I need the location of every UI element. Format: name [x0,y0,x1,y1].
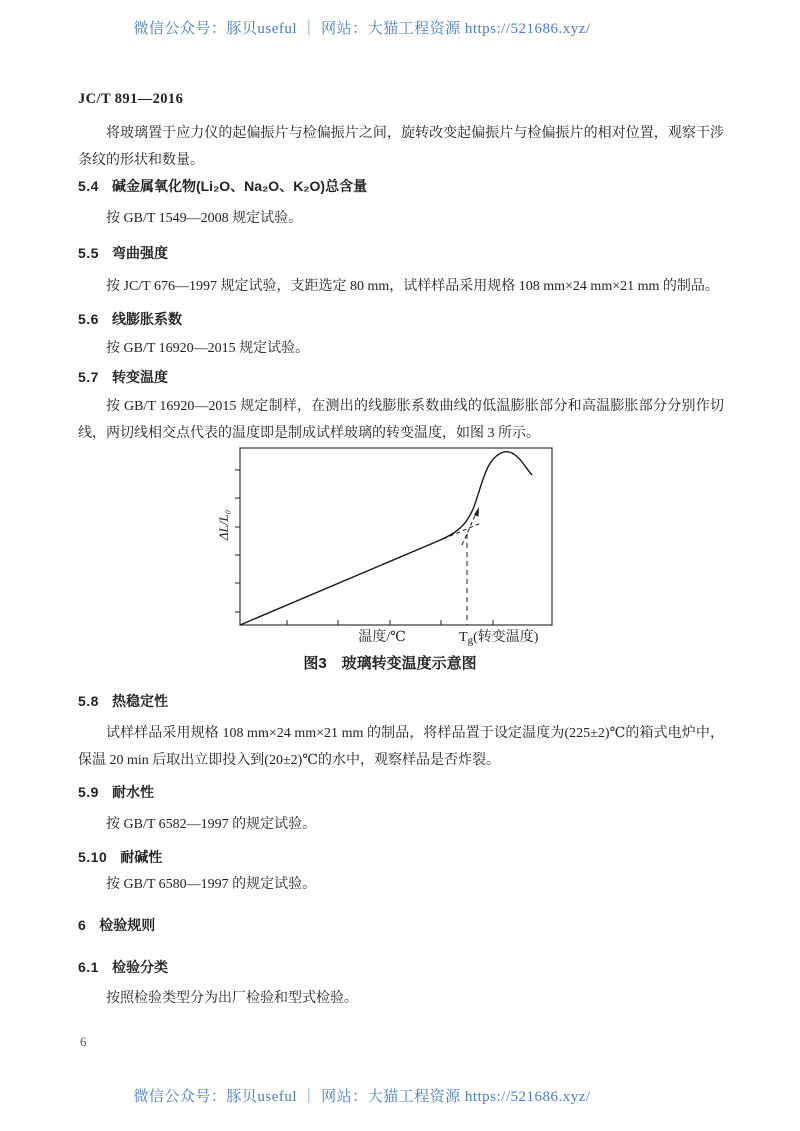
section-heading-5.9 [78,783,724,801]
figure-3-chart [212,443,557,648]
y-axis-ticks [235,470,240,612]
tangent-low-temp [424,523,481,547]
section-title: 弯曲强度 [111,245,168,261]
tg-annotation: Tg(转变温度) [459,630,539,647]
expansion-curve [240,452,532,625]
section-number: 5.8 [78,693,99,709]
section-title: 碱金属氧化物(Li₂O、Na₂O、K₂O)总含量 [111,178,368,194]
x-axis-ticks [287,620,493,625]
section-title: 线膨胀系数 [111,311,182,327]
section-title: 耐碱性 [120,849,163,865]
y-axis-label: ΔL/L₀ [216,509,231,541]
section-heading-5.6 [78,310,724,328]
section-heading-5.5 [78,244,724,262]
paragraph: 将玻璃置于应力仪的起偏振片与检偏振片之间，旋转改变起偏振片与检偏振片的相对位置，观察干涉条纹的形状和数量。 [78,126,724,168]
section-number: 5.7 [78,369,99,385]
paragraph: 按 GB/T 16920—2015 规定试验。 [106,341,310,356]
section-title: 检验分类 [111,959,168,975]
section-number: 6 [78,917,87,933]
paragraph: 按 JC/T 676—1997 规定试验，支距选定 80 mm，试样样品采用规格 108 mm×24 mm×21 mm 的制品。 [106,279,719,294]
section-heading-6.1 [78,958,724,976]
section-number: 5.9 [78,784,99,800]
figure-3-caption: 图3 玻璃转变温度示意图 [303,655,477,672]
page-number: 6 [80,1034,87,1049]
x-axis-label: 温度/℃ [358,630,406,645]
watermark-footer: 微信公众号：豚贝useful ｜ 网站：大猫工程资源 https://521686.xyz/ [133,1089,591,1105]
standard-code: JC/T 891—2016 [78,91,184,107]
watermark-header: 微信公众号：豚贝useful ｜ 网站：大猫工程资源 https://521686.xyz/ [133,21,591,37]
section-number: 5.5 [78,245,99,261]
paragraph: 试样样品采用规格 108 mm×24 mm×21 mm 的制品，将样品置于设定温度为(225±2)℃的箱式电炉中，保温 20 min 后取出立即投入到(20±2)℃的水中，观察样品是否炸裂。 [78,726,724,768]
section-heading-5.8 [78,692,724,710]
paragraph: 按 GB/T 1549—2008 规定试验。 [106,211,303,226]
section-heading-5.7 [78,368,724,386]
transition-temperature-plot [212,443,557,648]
section-heading-6 [78,916,724,934]
section-title: 热稳定性 [111,693,168,709]
section-number: 6.1 [78,959,99,975]
section-title: 耐水性 [111,784,154,800]
section-number: 5.4 [78,178,99,194]
paragraph: 按照检验类型分为出厂检验和型式检验。 [106,991,358,1006]
paragraph: 按 GB/T 16920—2015 规定制样，在测出的线膨胀系数曲线的低温膨胀部分和高温膨胀部分分别作切线，两切线相交点代表的温度即是制成试样玻璃的转变温度，如图 3 所示。 [78,399,724,441]
section-number: 5.6 [78,311,99,327]
tangent-arrowhead [474,507,479,517]
paragraph: 按 GB/T 6582—1997 的规定试验。 [106,817,317,832]
section-title: 转变温度 [111,369,168,385]
section-heading-5.10 [78,848,724,866]
section-heading-5.4 [78,177,724,195]
paragraph: 按 GB/T 6580—1997 的规定试验。 [106,877,317,892]
plot-frame [240,448,552,625]
section-number: 5.10 [78,849,108,865]
section-title: 检验规则 [99,917,156,933]
